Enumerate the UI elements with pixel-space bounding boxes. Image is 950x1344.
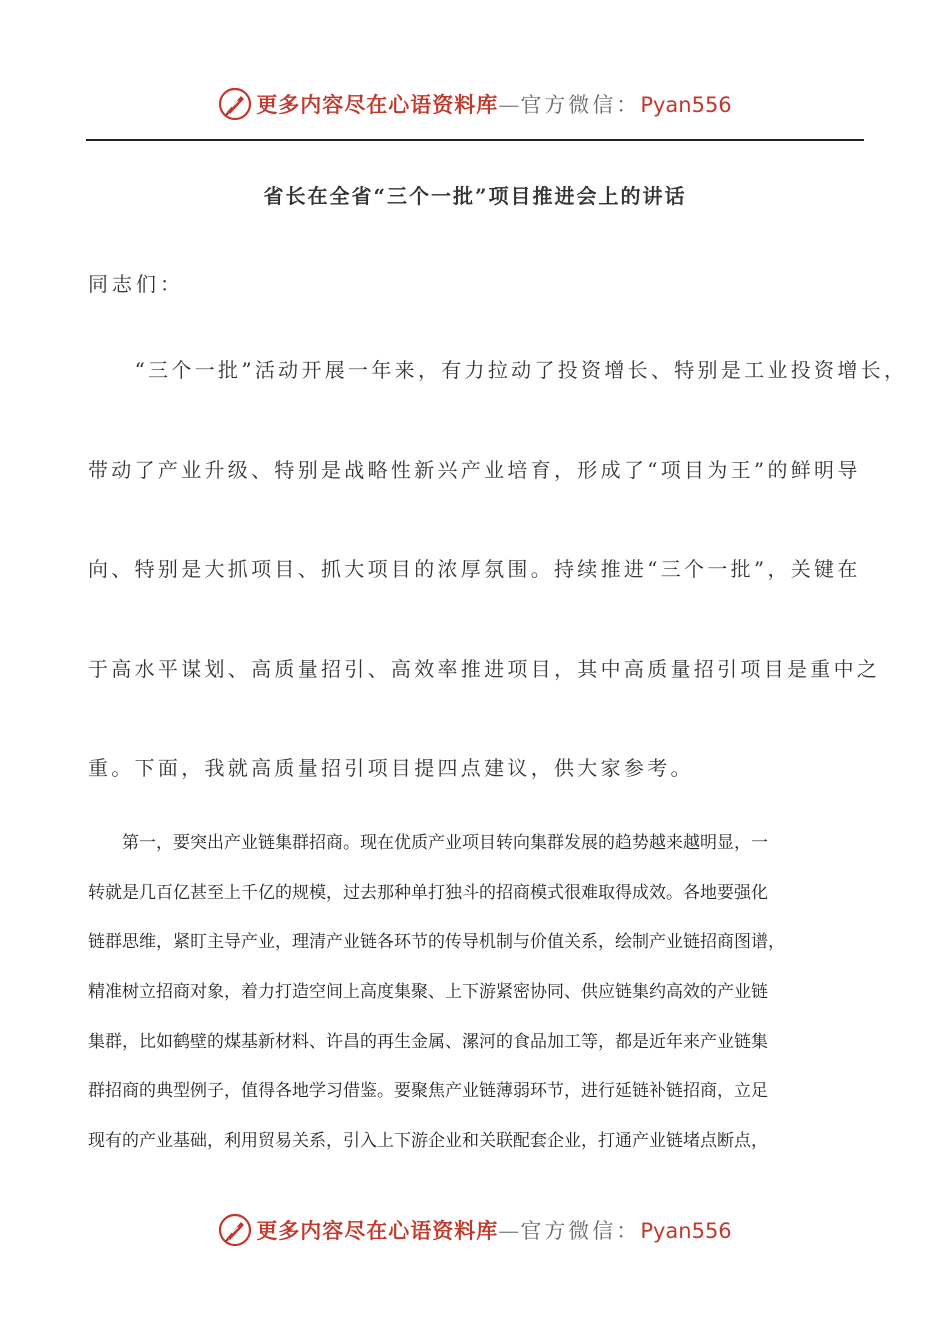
banner-library-text: 更多内容尽在心语资料库 <box>256 92 499 117</box>
document-title: 省长在全省“三个一批”项目推进会上的讲话 <box>263 184 687 208</box>
document-greeting: 同志们： <box>88 272 184 296</box>
banner-library-text: 更多内容尽在心语资料库 <box>256 1218 499 1243</box>
paragraph-line: “三个一批”活动开展一年来，有力拉动了投资增长、特别是工业投资增长， <box>88 358 908 382</box>
paragraph-line: 于高水平谋划、高质量招引、高效率推进项目，其中高质量招引项目是重中之 <box>88 656 881 681</box>
paragraph-line: 第一，要突出产业链集群招商。现在优质产业项目转向集群发展的趋势越来越明显，一 <box>88 833 768 853</box>
header-watermark-banner <box>0 82 950 126</box>
paragraph-line: 现有的产业基础，利用贸易关系，引入上下游企业和关联配套企业，打通产业链堵点断点， <box>88 1131 768 1152</box>
banner-contact-label: 官方微信： <box>520 1219 641 1243</box>
header-divider <box>86 139 864 141</box>
quill-logo-icon <box>218 87 252 121</box>
paragraph-line: 重。下面，我就高质量招引项目提四点建议，供大家参考。 <box>88 756 694 780</box>
paragraph-line: 精准树立招商对象，着力打造空间上高度集聚、上下游紧密协同、供应链集约高效的产业链 <box>88 982 768 1003</box>
paragraph-line: 群招商的典型例子，值得各地学习借鉴。要聚焦产业链薄弱环节，进行延链补链招商，立足 <box>88 1081 768 1102</box>
paragraph-line: 集群，比如鹤壁的煤基新材料、许昌的再生金属、漯河的食品加工等，都是近年来产业链集 <box>88 1031 768 1052</box>
banner-contact-id: Pyan556 <box>640 1219 732 1243</box>
paragraph-line: 带动了产业升级、特别是战略性新兴产业培育，形成了“项目为王”的鲜明导 <box>88 457 861 482</box>
quill-logo-icon <box>218 1213 252 1247</box>
paragraph-intro <box>88 346 908 844</box>
paragraph-line: 转就是几百亿甚至上千亿的规模，过去那种单打独斗的招商模式很难取得成效。各地要强化 <box>88 882 768 903</box>
banner-contact-label: 官方微信： <box>520 93 641 117</box>
banner-dash: — <box>498 93 521 117</box>
banner-contact-id: Pyan556 <box>640 93 732 117</box>
footer-watermark-banner <box>0 1208 950 1252</box>
paragraph-line: 链群思维，紧盯主导产业，理清产业链各环节的传导机制与价值关系，绘制产业链招商图谱， <box>88 932 785 953</box>
banner-dash: — <box>498 1219 521 1243</box>
paragraph-line: 向、特别是大抓项目、抓大项目的浓厚氛围。持续推进“三个一批”，关键在 <box>88 557 861 581</box>
paragraph-first-point <box>88 826 868 1174</box>
